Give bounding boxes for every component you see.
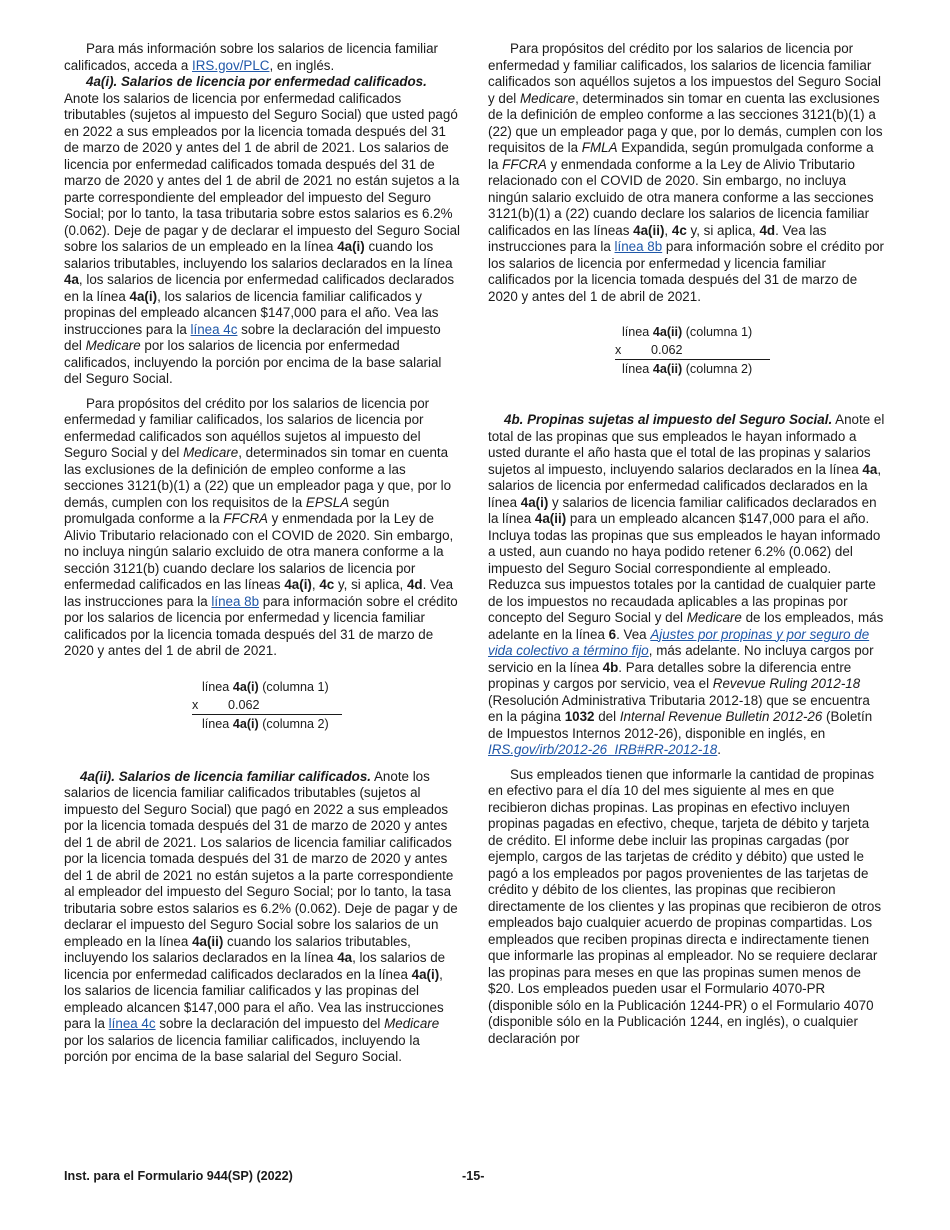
calculation-block: línea 4a(i) (columna 1) x 0.062 línea 4a(i) (columna 2): [192, 678, 342, 733]
linea-8b-link[interactable]: línea 8b: [211, 593, 260, 609]
paragraph: Sus empleados tienen que informarle la cantidad de propinas en efectivo para el día 10 del mes siguiente al mes en que recibieron dichas propinas. Las propinas en efectivo incluyen propinas pagadas en efectivo, cheque, tarjeta de débito y tarjeta de crédito. El informe debe incluir las propinas cargadas (por ejemplo, cargos de las tarjetas de crédito y débito) que usted le pagó a los empleados por pagos provenientes de las tarjetas de crédito y débito de los clientes, las propinas que recibieron directamente de los clientes y las propinas que recibieron de otros empleados bajo cualquier acuerdo de propinas compartidas. Los empleados que reciben propinas directa e indirectamente tienen que informarle las propinas al empleador. No se requiere declarar las propinas para meses en que las propinas sumen menos de $20. Los empleados pueden usar el Formulario 4070-PR (disponible sólo en la Publicación 1244-PR) o el Formulario 4070 (disponible sólo en la Publicación 1244, en inglés), o cualquier declaración por: [488, 766, 882, 1046]
footer-form-title: Inst. para el Formulario 944(SP) (2022): [64, 1169, 293, 1183]
paragraph: Para más información sobre los salarios de licencia familiar calificados, acceda a IRS.gov/PLC, en inglés.: [64, 41, 439, 73]
page-number: -15-: [462, 1169, 485, 1183]
paragraph: 4b. Propinas sujetas al impuesto del Seguro Social. Anote el total de las propinas que sus empleados le hayan informado a usted durante el año hasta que el total de las propinas y salarios sujetos al impuesto, incluyendo salarios declarados en la línea 4a, salarios de licencia por enfermedad calificados declarados en la línea 4a(i) y salarios de licencia familiar calificados declarados en la línea 4a(ii) para un empleado alcancen $147,000 para el año. Incluya todas las propinas que sus empleados le hayan informado a usted, aun cuando no haya podido retener 6.2% (0.062) del impuesto del Seguro Social correspondiente al empleado. Reduzca sus impuestos totales por la cantidad de cualquier parte de los impuestos no recaudada aplicables a las propinas por concepto del Seguro Social y del Medicare de los empleados, más adelante en la línea 6. Vea Ajustes por propinas y por seguro de vida colectivo a término fijo, más adelante. No incluya cargos por servicio en la línea 4b. Para detalles sobre la diferencia entre propinas y cargos por servicio, vea el Revevue Ruling 2012-18 (Resolución Administrativa Tributaria 2012-18) que se encuentra en la página 1032 del Internal Revenue Bulletin 2012-26 (Boletín de Impuestos Internos 2012-26), disponible en inglés, en IRS.gov/irb/2012-26_IRB#RR-2012-18.: [488, 412, 885, 757]
linea-4c-link[interactable]: línea 4c: [108, 1016, 156, 1031]
section-heading: 4a(i). Salarios de licencia por enfermedad calificados.: [86, 74, 427, 89]
irb-2012-26-link[interactable]: IRS.gov/irb/2012-26_IRB#RR-2012-18: [488, 742, 718, 757]
linea-8b-link[interactable]: línea 8b: [614, 239, 663, 254]
paragraph: 4a(i). Salarios de licencia por enfermedad calificados. Anote los salarios de licencia por enfermedad calificados tributables (sujetos al impuesto del Seguro Social) que usted pagó en 2022 a sus empleados por la licencia tomada después del 31 de marzo de 2020 y antes del 1 de abril de 2021. Los salarios de licencia por enfermedad calificados tomada después del 31 de marzo de 2020 y antes del 1 de abril de 2021 no están sujetos a la parte correspondiente del empleador del impuesto del Seguro Social; por lo tanto, la tasa tributaria sobre estos salarios es 6.2% (0.062). Deje de pagar y de declarar el impuesto del Seguro Social sobre los salarios de un empleado en la línea 4a(i) cuando los salarios tributables, incluyendo los salarios declarados en la línea 4a, los salarios de licencia por enfermedad calificados declarados en la línea 4a(i), los salarios de licencia familiar calificados y propinas del empleado alcancen $147,000 para el año. Vea las instrucciones para la línea 4c sobre la declaración del impuesto del Medicare por los salarios de licencia por enfermedad calificados, incluyendo la porción por encima de la base salarial del Seguro Social.: [64, 74, 460, 386]
left-column: [64, 41, 460, 1066]
calculation-block: línea 4a(ii) (columna 1) x 0.062 línea 4a(ii) (columna 2): [615, 323, 770, 378]
paragraph: Para propósitos del crédito por los salarios de licencia por enfermedad y familiar calificados, los salarios de licencia familiar calificados son aquéllos sujetos a los impuestos del Seguro Social y del Medicare, determinados sin tomar en cuenta las exclusiones de la definición de empleo conforme a las secciones 3121(b)(1) a (22) que un empleador paga y que, por lo demás, cumplen con los requisitos de la FMLA Expandida, según promulgada conforme a la FFCRA y enmendada conforme a la Ley de Alivio Tributario relacionado con el COVID de 2020. Sin embargo, no incluya ningún salario excluido de otra manera conforme a las secciones 3121(b)(1) a (22) cuando declare los salarios de licencia familiar calificados en las líneas 4a(ii), 4c y, si aplica, 4d. Vea las instrucciones para la línea 8b para información sobre el crédito por los salarios de licencia por enfermedad y licencia familiar calificados por la licencia tomada después del 31 de marzo de 2020 y antes del 1 de abril de 2021.: [488, 41, 884, 304]
irs-plc-link[interactable]: IRS.gov/PLC: [192, 57, 270, 73]
linea-4c-link[interactable]: línea 4c: [190, 321, 238, 337]
ajustes-propinas-link[interactable]: Ajustes por propinas y por seguro de vida colectivo a término fijo: [488, 626, 870, 658]
paragraph: 4a(ii). Salarios de licencia familiar calificados. Anote los salarios de licencia familiar calificados tributables (sujetos al impuesto del Seguro Social) que pagó en 2022 a sus empleados por la licencia tomada después del 31 de marzo de 2020 y antes del 1 de abril de 2021. Los salarios de licencia familiar calificados por la licencia tomada después del 31 de marzo de 2020 y antes del 1 de abril de 2021 no están sujetos a la parte correspondiente al empleador del impuesto del Seguro Social; por lo tanto, la tasa tributaria sobre estos salarios es 6.2% (0.062). Deje de pagar y de declarar el impuesto del Seguro Social sobre los salarios de un empleado en la línea 4a(ii) cuando los salarios tributables, incluyendo los salarios declarados en la línea 4a, los salarios de licencia por enfermedad calificados declarados en la línea 4a(i), los salarios de licencia familiar calificados y las propinas del empleado alcancen $147,000 para el año. Vea las instrucciones para la línea 4c sobre la declaración del impuesto del Medicare por los salarios de licencia familiar calificados, incluyendo la porción por encima de la base salarial del Seguro Social.: [64, 768, 458, 1064]
section-heading: 4b. Propinas sujetas al impuesto del Seguro Social.: [504, 412, 833, 427]
right-column: [488, 41, 885, 1047]
section-heading: 4a(ii). Salarios de licencia familiar calificados.: [80, 768, 372, 784]
paragraph: Para propósitos del crédito por los salarios de licencia por enfermedad y familiar calificados, los salarios de licencia por enfermedad calificados son aquéllos sujetos al impuesto del Seguro Social y del Medicare, determinados sin tomar en cuenta las exclusiones de la definición de empleo conforme a las secciones 3121(b)(1) a (22) que un empleador paga y que, por lo demás, cumplen con los requisitos de la EPSLA según promulgada conforme a la FFCRA y enmendada por la Ley de Alivio Tributario relacionado con el COVID de 2020. Sin embargo, no incluya ningún salario excluido de otra manera conforme a la sección 3121(b) cuando declare los salarios de licencia por enfermedad calificados en las líneas 4a(i), 4c y, si aplica, 4d. Vea las instrucciones para la línea 8b para información sobre el crédito por los salarios de licencia por enfermedad y licencia familiar calificados por la licencia tomada después del 31 de marzo de 2020 y antes del 1 de abril de 2021.: [64, 395, 458, 658]
